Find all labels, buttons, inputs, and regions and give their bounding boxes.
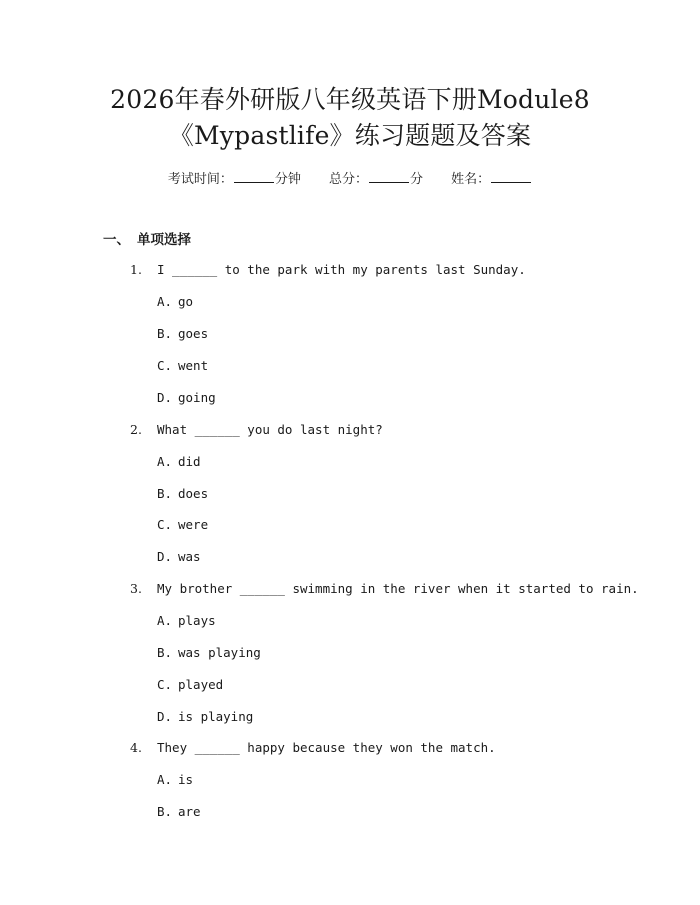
option-text: going [178, 390, 216, 405]
question-2 [130, 421, 383, 439]
exam-info-row [0, 170, 700, 189]
question-3-option-a [157, 612, 216, 630]
question-text: They ______ happy because they won the match. [157, 740, 496, 755]
section-title: 单项选择 [137, 232, 191, 248]
option-letter: A. [157, 454, 173, 469]
question-2-option-d [157, 548, 201, 566]
question-1-option-d [157, 389, 216, 407]
question-1-option-b [157, 325, 208, 343]
option-text: played [178, 677, 224, 692]
student-name-label: 姓名： [451, 172, 491, 187]
question-number: 2. [130, 422, 142, 437]
section-heading [103, 231, 191, 249]
question-3 [130, 580, 639, 598]
exam-time-blank [234, 170, 274, 183]
question-1 [130, 261, 526, 279]
option-text: was playing [178, 645, 261, 660]
total-score-field [329, 170, 423, 189]
option-letter: D. [157, 709, 173, 724]
page-title-line-1: 2026年春外研版八年级英语下册Module8 [110, 85, 590, 114]
option-letter: A. [157, 772, 173, 787]
question-4 [130, 739, 496, 757]
option-letter: A. [157, 294, 173, 309]
question-number: 3. [130, 581, 142, 596]
question-2-option-b [157, 485, 208, 503]
option-letter: D. [157, 549, 173, 564]
question-text: What ______ you do last night? [157, 422, 383, 437]
option-text: went [178, 358, 209, 373]
question-text: My brother ______ swimming in the river when it started to rain. [157, 581, 639, 596]
option-text: did [178, 454, 201, 469]
option-text: plays [178, 613, 216, 628]
option-letter: B. [157, 326, 173, 341]
option-letter: A. [157, 613, 173, 628]
exam-time-unit: 分钟 [274, 172, 301, 187]
total-score-blank [369, 170, 409, 183]
option-letter: C. [157, 677, 173, 692]
question-3-option-b [157, 644, 261, 662]
total-score-label: 总分： [328, 172, 368, 187]
question-1-option-c [157, 357, 208, 375]
section-number: 一、 [103, 232, 130, 248]
option-text: was [178, 549, 201, 564]
option-text: is [178, 772, 194, 787]
option-text: does [178, 486, 209, 501]
option-letter: C. [157, 358, 173, 373]
page-title-line-2: 《Mypastlife》练习题题及答案 [168, 121, 532, 150]
question-4-option-a [157, 771, 193, 789]
option-letter: B. [157, 486, 173, 501]
option-letter: C. [157, 517, 173, 532]
question-1-option-a [157, 293, 193, 311]
option-text: is playing [178, 709, 254, 724]
option-text: were [178, 517, 209, 532]
option-letter: B. [157, 804, 173, 819]
question-number: 4. [130, 740, 142, 755]
student-name-field [451, 170, 532, 189]
option-text: goes [178, 326, 209, 341]
question-3-option-c [157, 676, 223, 694]
question-text: I ______ to the park with my parents last Sunday. [157, 262, 526, 277]
question-2-option-a [157, 453, 201, 471]
option-letter: D. [157, 390, 173, 405]
exam-time-label: 考试时间： [167, 172, 233, 187]
question-3-option-d [157, 708, 253, 726]
total-score-unit: 分 [410, 172, 424, 187]
question-number: 1. [130, 262, 142, 277]
question-4-option-b [157, 803, 201, 821]
option-letter: B. [157, 645, 173, 660]
student-name-blank [491, 170, 531, 183]
question-2-option-c [157, 516, 208, 534]
option-text: are [178, 804, 201, 819]
exam-time-field [168, 170, 301, 189]
option-text: go [178, 294, 194, 309]
